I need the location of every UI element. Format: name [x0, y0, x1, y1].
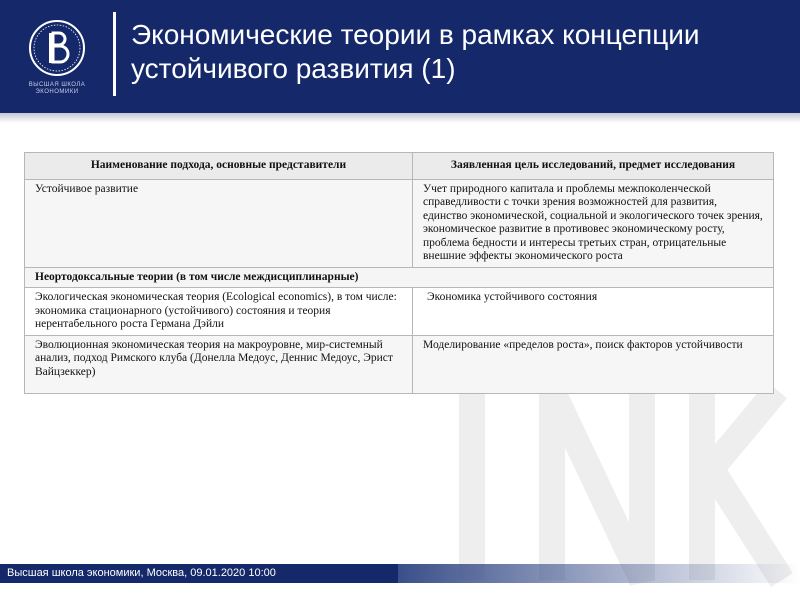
header-bar: [0, 0, 800, 113]
footer-bar: [0, 564, 398, 583]
theories-table-container: [24, 152, 774, 394]
header-cell-approach: Наименование подхода, основные представители: [25, 153, 413, 180]
footer-fade: [398, 564, 800, 583]
cell-approach: Экологическая экономическая теория (Ecological economics), в том числе: экономика стационарного (устойчивого) состояния и теория нерентабельного роста Германа Дэйли: [25, 288, 413, 336]
cell-approach: Устойчивое развитие: [25, 179, 413, 267]
table-row: [25, 335, 774, 394]
table-row: [25, 288, 774, 336]
title-line-2: устойчивого развития (1): [131, 53, 456, 84]
header-shadow: [0, 113, 800, 123]
table-row: [25, 179, 774, 267]
page-title: [131, 18, 791, 86]
footer-text: Высшая школа экономики, Москва, 09.01.2020 10:00: [7, 567, 276, 579]
logo-caption: ВЫСШАЯ ШКОЛА ЭКОНОМИКИ: [28, 82, 86, 95]
section-cell: Неортодоксальные теории (в том числе междисциплинарные): [25, 267, 774, 288]
cell-approach: Эволюционная экономическая теория на макроуровне, мир-системный анализ, подход Римского клуба (Донелла Медоус, Деннис Медоус, Эрист Вайцзеккер): [25, 335, 413, 394]
title-line-1: Экономические теории в рамках концепции: [131, 19, 700, 50]
cell-goal: Моделирование «пределов роста», поиск факторов устойчивости: [413, 335, 774, 394]
cell-goal: Учет природного капитала и проблемы межпоколенческой справедливости с точки зрения возможностей для развития, единство экономической, социальной и экологического точек зрения, экономическое развитие в противовес экономическому росту, проблема бедности и интересы третьих стран, отрицательные внешние эффекты экономического роста: [413, 179, 774, 267]
header-cell-goal: Заявленная цель исследований, предмет исследования: [413, 153, 774, 180]
table-header-row: [25, 153, 774, 180]
theories-table: [24, 152, 774, 394]
header-divider: [113, 12, 116, 96]
cell-goal: Экономика устойчивого состояния: [413, 288, 774, 336]
table-section-row: [25, 267, 774, 288]
